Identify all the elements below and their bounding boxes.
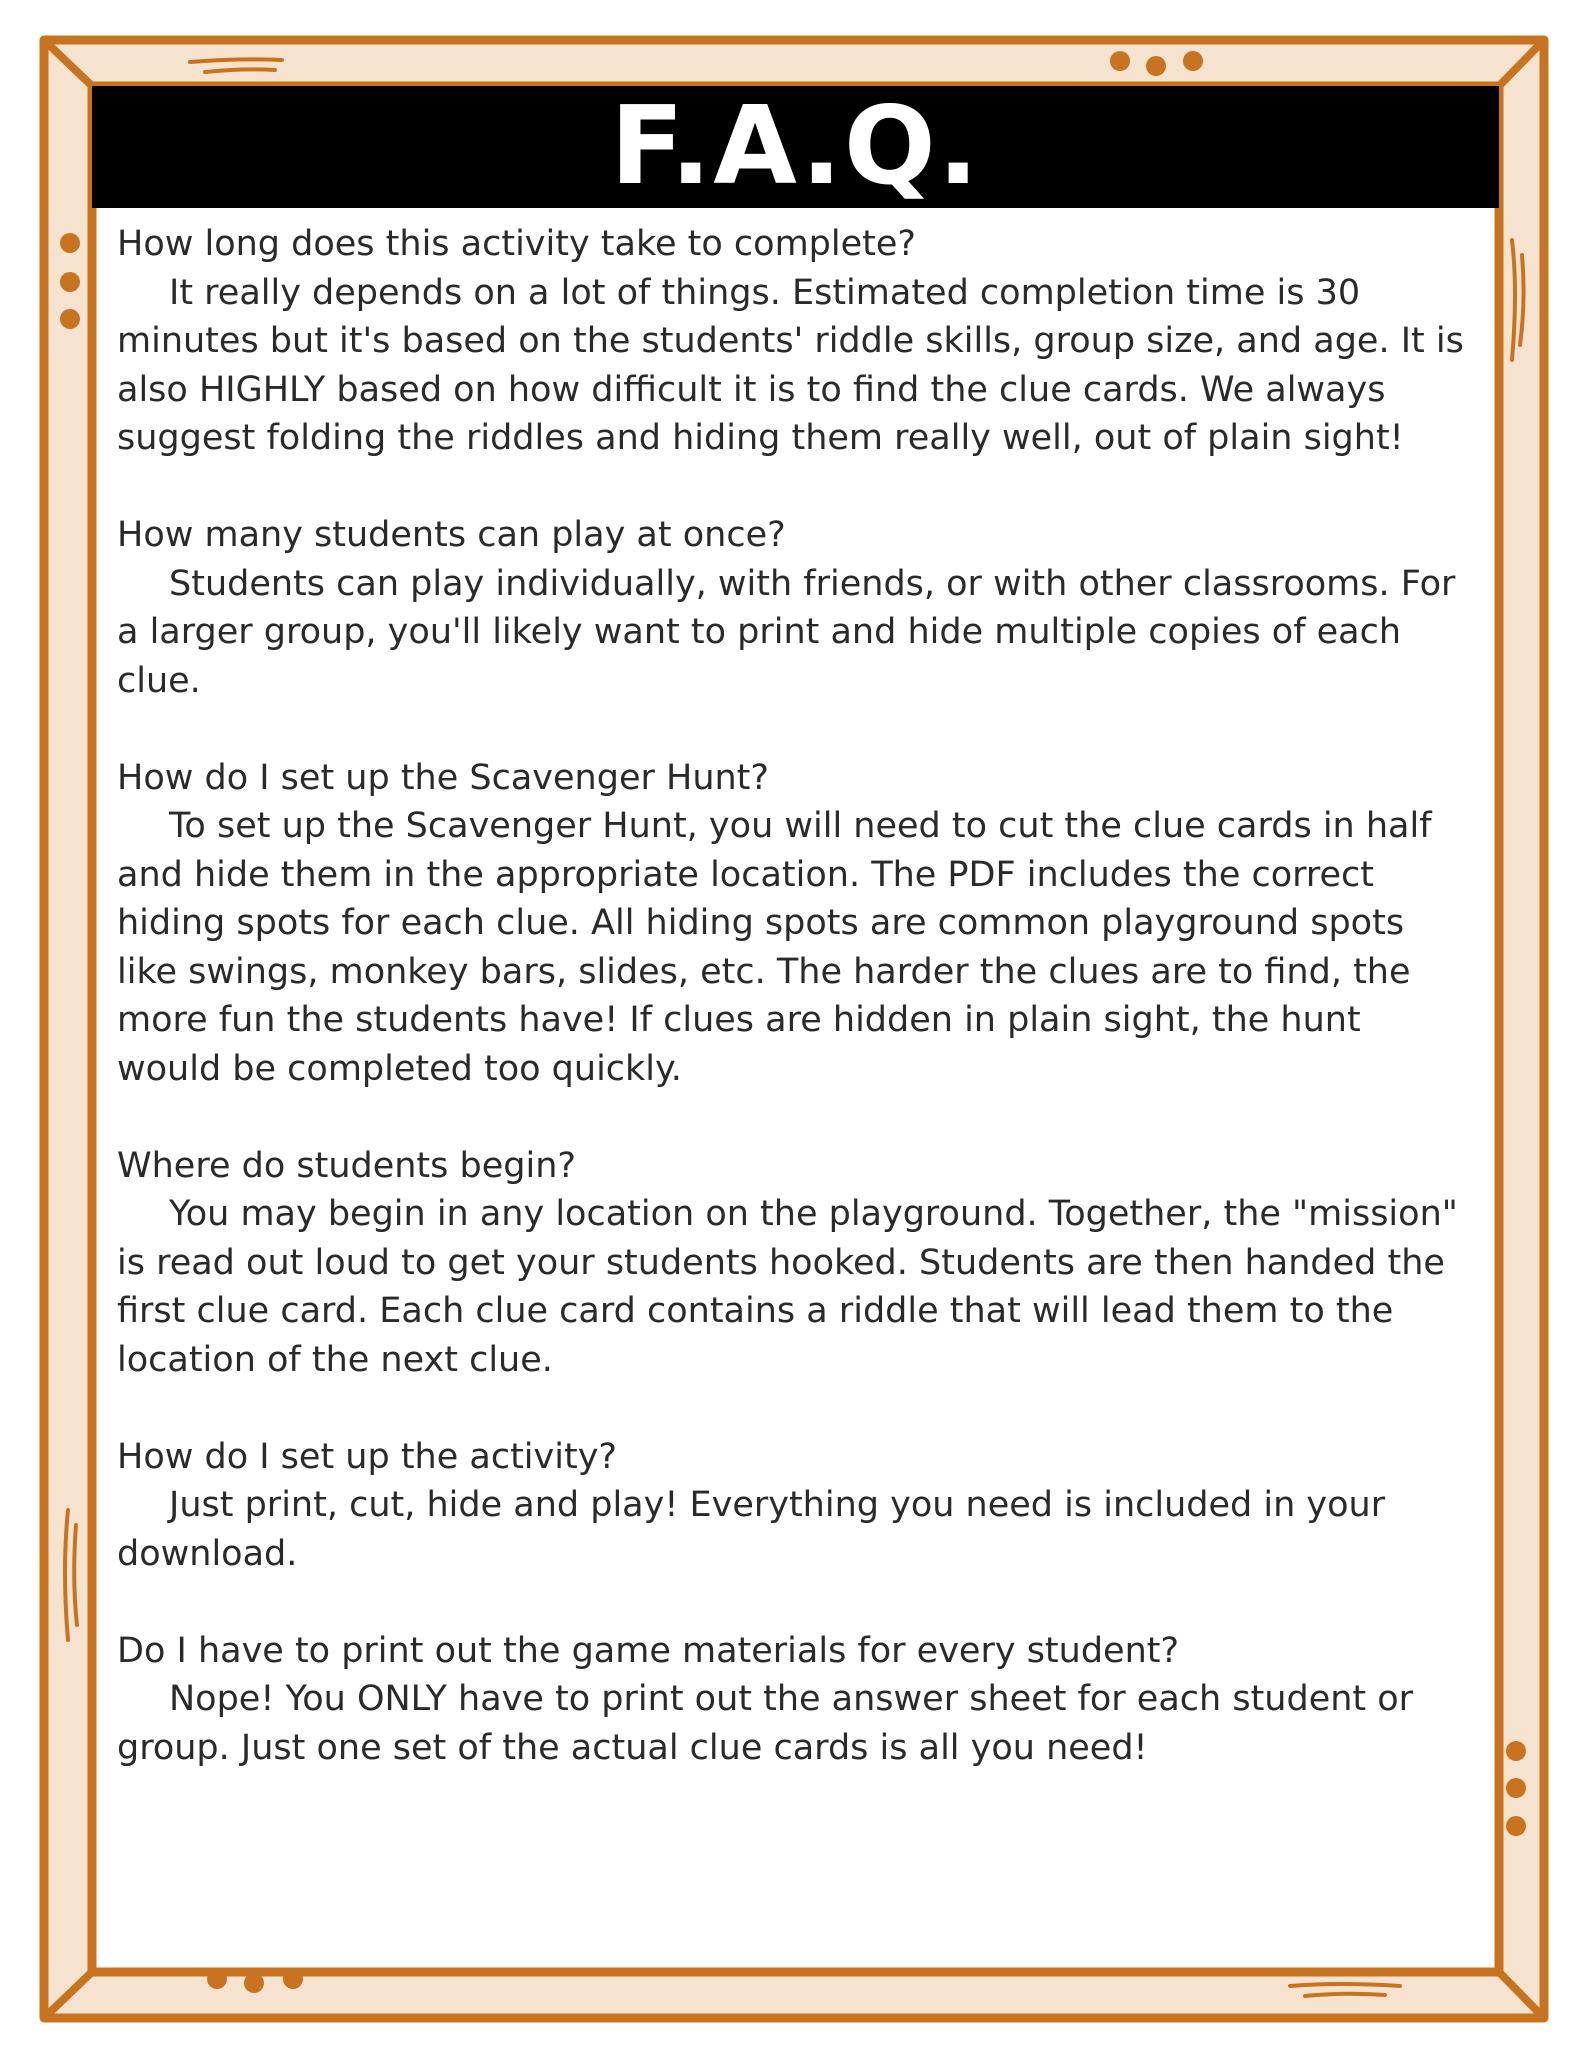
faq-question: How long does this activity take to complete? — [117, 224, 916, 264]
faq-item — [117, 754, 1467, 1094]
faq-question: Where do students begin? — [117, 1145, 576, 1186]
faq-item — [117, 1142, 1467, 1385]
faq-list — [117, 220, 1467, 1821]
faq-question: How many students can play at once? — [117, 515, 786, 555]
dot-cluster-left-top — [60, 233, 80, 329]
faq-question: How do I set up the Scavenger Hunt? — [117, 757, 769, 798]
dot-cluster-right-bottom — [1506, 1741, 1526, 1836]
faq-answer: You may begin in any location on the playground. Together, the "mission" is read out loud to get your students hooked. Students are then handed the first clue card. Each clue card contains a riddle that will lead them to the location of the next clue. — [117, 1194, 1458, 1380]
faq-item — [117, 220, 1467, 463]
faq-item — [117, 511, 1467, 705]
faq-answer: Just print, cut, hide and play! Everything you need is included in your download. — [117, 1485, 1386, 1574]
page-title: F.A.Q. — [610, 84, 981, 209]
faq-question: How do I set up the activity? — [117, 1436, 617, 1477]
faq-answer: To set up the Scavenger Hunt, you will need to cut the clue cards in half and hide them in the appropriate location. The PDF includes the correct hiding spots for each clue. All hiding spots are common playground spots like swings, monkey bars, slides, etc. The harder the clues are to find, the more fun the students have! If clues are hidden in plain sight, the hunt would be completed too quickly. — [117, 806, 1432, 1089]
title-banner — [92, 86, 1499, 208]
faq-answer: Nope! You ONLY have to print out the answer sheet for each student or group. Just one set of the actual clue cards is all you need! — [117, 1679, 1414, 1768]
faq-answer: It really depends on a lot of things. Estimated completion time is 30 minutes but it's based on the students' riddle skills, group size, and age. It is also HIGHLY based on how difficult it is to find the clue cards. We always suggest folding the riddles and hiding them really well, out of plain sight! — [117, 272, 1464, 458]
faq-item — [117, 1433, 1467, 1579]
faq-item — [117, 1627, 1467, 1773]
faq-question: Do I have to print out the game materials for every student? — [117, 1630, 1180, 1671]
faq-answer: Students can play individually, with friends, or with other classrooms. For a larger group, you'll likely want to print and hide multiple copies of each clue. — [117, 563, 1456, 701]
